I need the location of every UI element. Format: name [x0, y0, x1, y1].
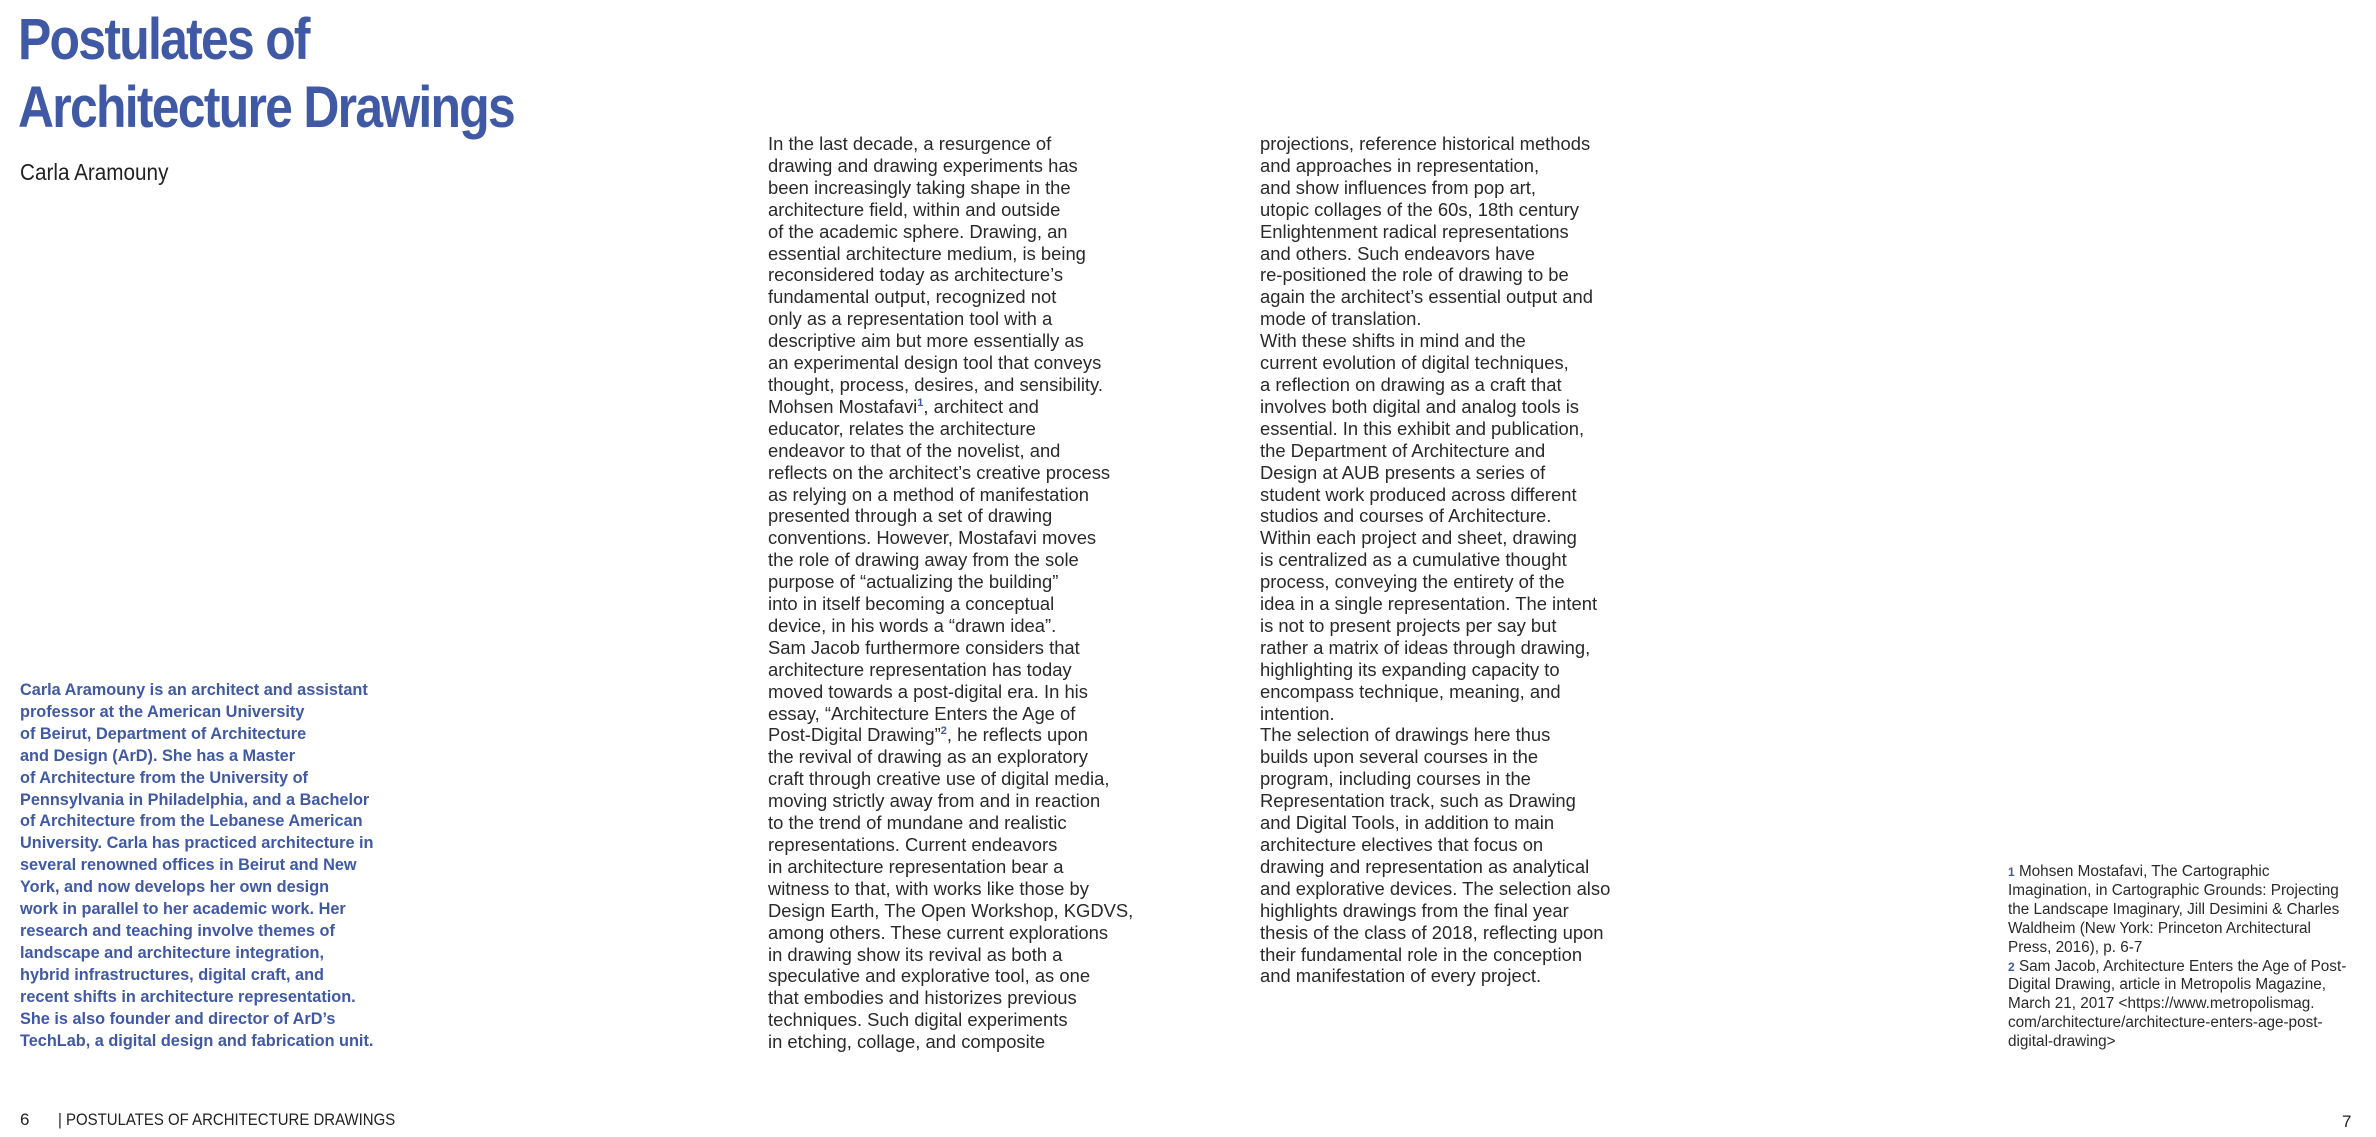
text-line: re-positioned the role of drawing to be: [1260, 264, 1569, 286]
text-line: The selection of drawings here thus: [1260, 724, 1551, 746]
footer-left: [20, 1110, 441, 1130]
body-column-2: [1260, 133, 1640, 987]
text-line: the revival of drawing as an exploratory: [768, 746, 1088, 768]
text-line: intention.: [1260, 702, 1335, 724]
text-line: highlights drawings from the final year: [1260, 899, 1569, 921]
text-line: reconsidered today as architecture’s: [768, 264, 1064, 286]
footnote-1-number: 1: [2008, 865, 2015, 879]
text-line: device, in his words a “drawn idea”.: [768, 614, 1057, 636]
footnote-1-first-line: 1 Mohsen Mostafavi, The Cartographic: [2008, 863, 2270, 880]
column2-lines: [1260, 133, 1640, 987]
footnote-2-marker: 2: [940, 725, 947, 738]
text-line: Design at AUB presents a series of: [1260, 461, 1546, 483]
footnote-1: [2008, 863, 2363, 958]
text-line: projections, reference historical methods: [1260, 133, 1591, 154]
column1-lines-b: [768, 418, 1148, 725]
text-line: presented through a set of drawing: [768, 505, 1053, 527]
text-line: process, conveying the entirety of the: [1260, 571, 1565, 593]
text-line: and approaches in representation,: [1260, 154, 1540, 176]
text-line: essential. In this exhibit and publication,: [1260, 417, 1585, 439]
text-line: highlighting its expanding capacity to: [1260, 658, 1560, 680]
text-line: In the last decade, a resurgence of: [768, 133, 1052, 154]
text-line: in architecture representation bear a: [768, 855, 1064, 877]
text-line: utopic collages of the 60s, 18th century: [1260, 198, 1579, 220]
text-line: to the trend of mundane and realistic: [768, 812, 1067, 834]
column1-lines-a: [768, 133, 1148, 396]
text-line: educator, relates the architecture: [768, 417, 1036, 439]
text-line: student work produced across different: [1260, 483, 1577, 505]
text-line: been increasingly taking shape in the: [768, 176, 1071, 198]
text-line: witness to that, with works like those by: [768, 877, 1089, 899]
text-line: architecture field, within and outside: [768, 198, 1061, 220]
text-line: Enlightenment radical representations: [1260, 220, 1569, 242]
text-line: in drawing show its revival as both a: [768, 943, 1063, 965]
text-line: and Digital Tools, in addition to main: [1260, 812, 1555, 834]
text-line: purpose of “actualizing the building”: [768, 571, 1059, 593]
text-line: Press, 2016), p. 6-7: [2008, 938, 2143, 956]
text-line: architecture representation has today: [768, 658, 1072, 680]
page-number-left: 6: [20, 1110, 30, 1129]
author-name: Carla Aramouny: [20, 159, 169, 185]
text-line: only as a representation tool with a: [768, 308, 1053, 330]
text-line: current evolution of digital techniques,: [1260, 352, 1569, 374]
text-line: that embodies and historizes previous: [768, 987, 1077, 1009]
text-line: thesis of the class of 2018, reflecting upon: [1260, 921, 1604, 943]
text-line: involves both digital and analog tools is: [1260, 395, 1579, 417]
text-line: builds upon several courses in the: [1260, 746, 1539, 768]
text-line: Within each project and sheet, drawing: [1260, 527, 1577, 549]
text-line: of the academic sphere. Drawing, an: [768, 220, 1068, 242]
text-line: techniques. Such digital experiments: [768, 1009, 1068, 1031]
text-line: Design Earth, The Open Workshop, KGDVS,: [768, 899, 1134, 921]
footnotes: [2008, 863, 2363, 1052]
text-line: and others. Such endeavors have: [1260, 242, 1536, 264]
text-line: Digital Drawing, article in Metropolis Magazine,: [2008, 976, 2326, 994]
text-line: studios and courses of Architecture.: [1260, 505, 1552, 527]
author-bio-text: Carla Aramouny is an architect and assistant professor at the American University of Beirut, Department of Architecture and Design (ArD). She has a Master of Architecture from the University of Pennsylvania in Philadelphia, and a Bachelor of Architecture from the Lebanese American University. Carla has practiced architecture in several renowned offices in Beirut and New York, and now develops her own design work in parallel to her academic work. Her research and teaching involve themes of landscape and architecture integration, hybrid infrastructures, digital craft, and recent shifts in architecture representation. She is also founder and director of ArD’s TechLab, a digital design and fabrication unit.: [20, 681, 374, 1050]
text-line: architecture electives that focus on: [1260, 834, 1544, 855]
title-line-1: Postulates of: [18, 7, 309, 72]
body-column-1: [768, 133, 1148, 1053]
text-line: the role of drawing away from the sole: [768, 549, 1079, 571]
text-line: craft through creative use of digital media,: [768, 768, 1110, 790]
text-line: drawing and drawing experiments has: [768, 154, 1078, 176]
text-line: into in itself becoming a conceptual: [768, 593, 1055, 615]
page-number-right: 7: [2342, 1112, 2352, 1131]
text-line: essay, “Architecture Enters the Age of: [768, 702, 1076, 724]
text-line: and manifestation of every project.: [1260, 965, 1542, 987]
text-line: moving strictly away from and in reaction: [768, 790, 1101, 812]
text-line: moved towards a post-digital era. In his: [768, 680, 1088, 702]
text-line: reflects on the architect’s creative process: [768, 461, 1111, 483]
text-line: With these shifts in mind and the: [1260, 330, 1526, 352]
footnote-1-line: Mohsen Mostafavi$^1$, architect and: [768, 395, 1039, 417]
text-line: endeavor to that of the novelist, and: [768, 439, 1061, 461]
text-line: Waldheim (New York: Princeton Architectural: [2008, 919, 2311, 937]
footnote-2-line: Post-Digital Drawing”$^2$, he reflects upon: [768, 724, 1088, 746]
text-line: Representation track, such as Drawing: [1260, 790, 1576, 812]
title-line-2: Architecture Drawings: [18, 75, 515, 140]
text-line: representations. Current endeavors: [768, 834, 1058, 855]
text-line: their fundamental role in the conception: [1260, 943, 1583, 965]
text-line: descriptive aim but more essentially as: [768, 330, 1084, 352]
footnote-2-number: 2: [2008, 959, 2015, 974]
text-line: and show influences from pop art,: [1260, 176, 1537, 198]
text-line: mode of translation.: [1260, 308, 1422, 330]
text-line: Imagination, in Cartographic Grounds: Projecting: [2008, 881, 2339, 899]
text-line: Sam Jacob furthermore considers that: [768, 636, 1080, 658]
text-line: and explorative devices. The selection also: [1260, 877, 1611, 899]
footnote-1-lines: [2008, 882, 2363, 958]
text-line: essential architecture medium, is being: [768, 242, 1086, 264]
text-line: March 21, 2017 <https://www.metropolismag.: [2008, 995, 2315, 1013]
text-line: is not to present projects per say but: [1260, 614, 1557, 636]
author-bio: [20, 680, 420, 1052]
text-line: program, including courses in the: [1260, 768, 1531, 790]
page-title: [18, 6, 514, 142]
text-line: digital-drawing>: [2008, 1033, 2116, 1051]
footnote-1-marker: 1: [917, 396, 924, 409]
text-line: fundamental output, recognized not: [768, 286, 1057, 308]
text-line: among others. These current explorations: [768, 921, 1109, 943]
text-line: thought, process, desires, and sensibility.: [768, 373, 1103, 395]
text-line: in etching, collage, and composite: [768, 1031, 1046, 1053]
text-line: speculative and explorative tool, as one: [768, 965, 1091, 987]
text-line: encompass technique, meaning, and: [1260, 680, 1561, 702]
text-line: an experimental design tool that conveys: [768, 352, 1102, 374]
footnote-2-lines: [2008, 976, 2363, 1052]
text-line: a reflection on drawing as a craft that: [1260, 373, 1562, 395]
text-line: as relying on a method of manifestation: [768, 483, 1090, 505]
text-line: rather a matrix of ideas through drawing,: [1260, 636, 1591, 658]
text-line: again the architect’s essential output and: [1260, 286, 1593, 308]
text-line: conventions. However, Mostafavi moves: [768, 527, 1097, 549]
text-line: idea in a single representation. The intent: [1260, 593, 1598, 615]
text-line: drawing and representation as analytical: [1260, 855, 1590, 877]
text-line: the Landscape Imaginary, Jill Desimini & Charles: [2008, 900, 2340, 918]
footnote-2-first-line: 2 Sam Jacob, Architecture Enters the Age of Post-: [2008, 957, 2347, 975]
running-title: | POSTULATES OF ARCHITECTURE DRAWINGS: [58, 1110, 396, 1129]
text-line: com/architecture/architecture-enters-age-post-: [2008, 1014, 2323, 1032]
column1-lines-c: [768, 746, 1148, 1053]
text-line: the Department of Architecture and: [1260, 439, 1546, 461]
footnote-2: [2008, 958, 2363, 1053]
text-line: is centralized as a cumulative thought: [1260, 549, 1567, 571]
